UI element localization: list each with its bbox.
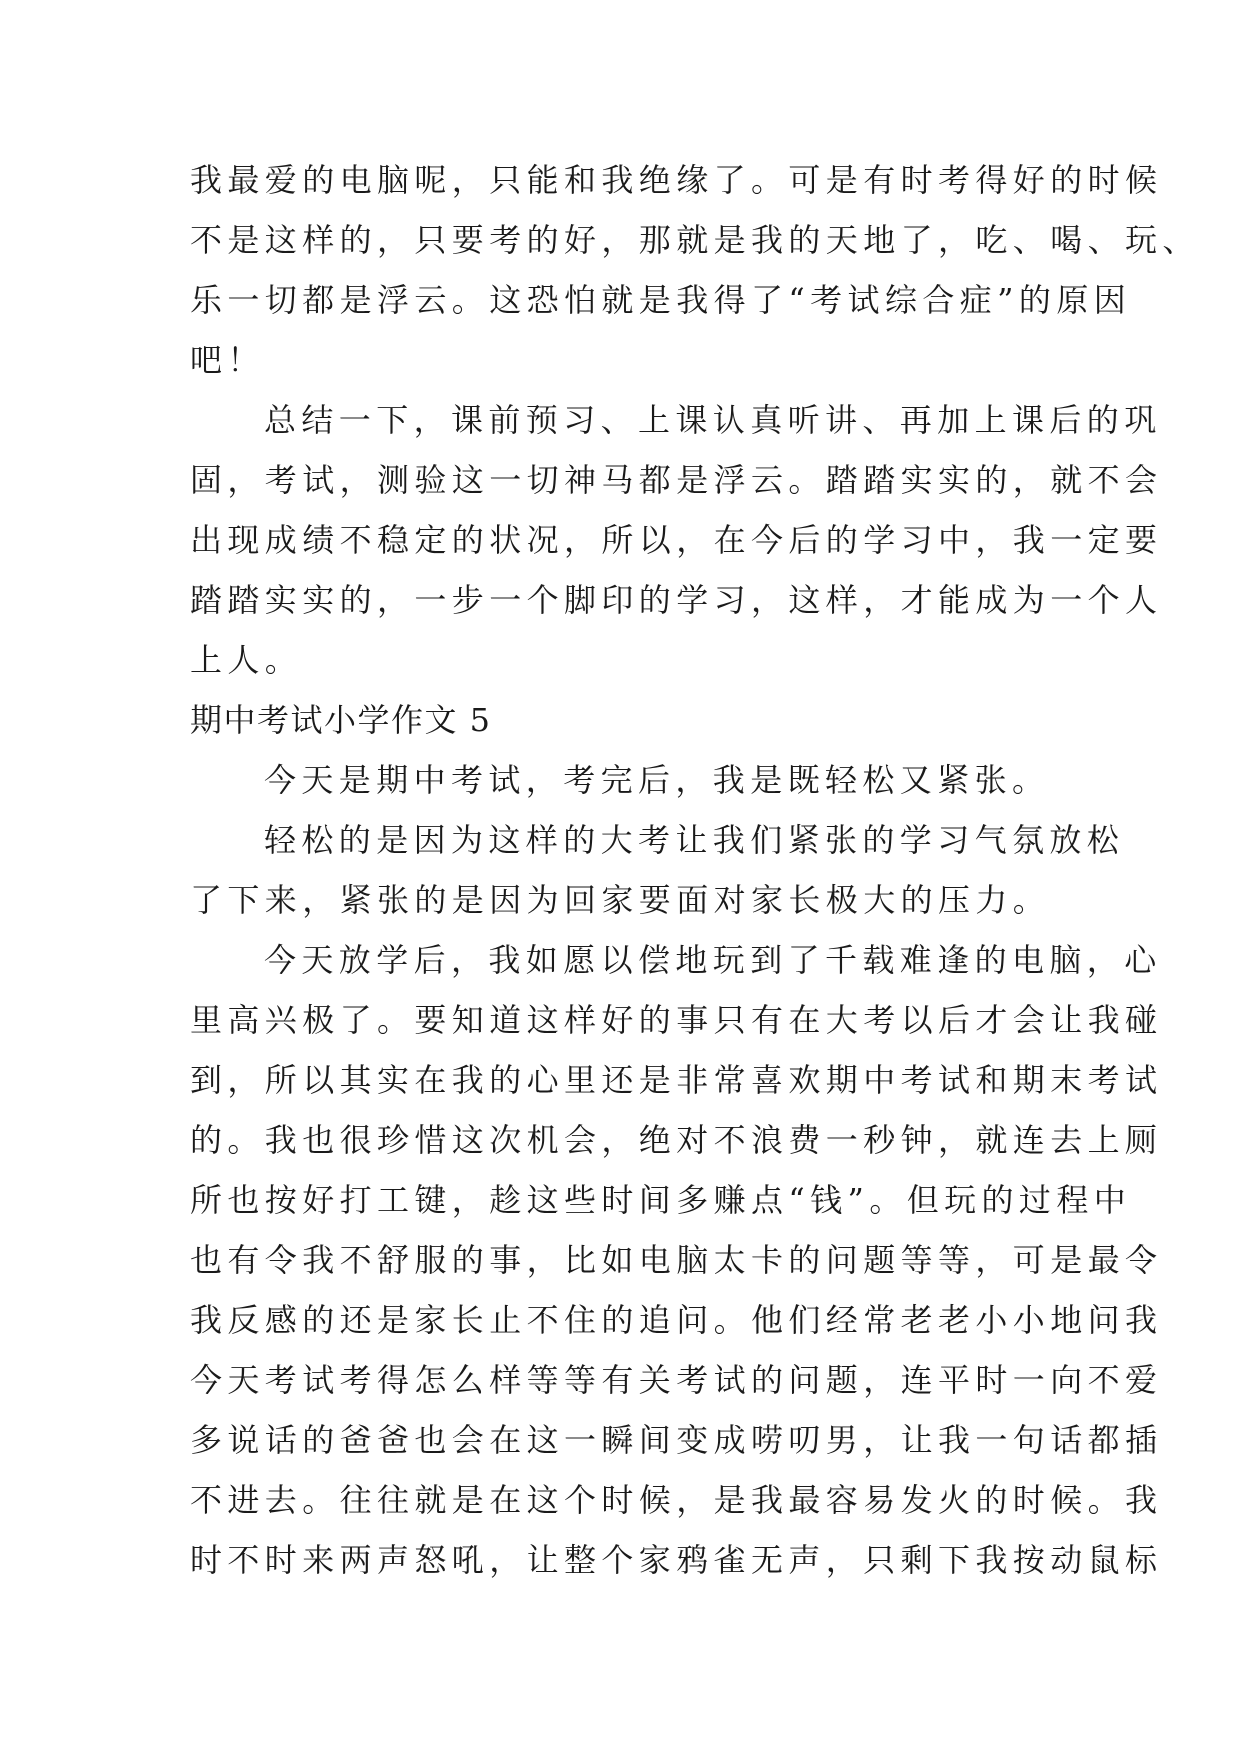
paragraph-line: 今天放学后，我如愿以偿地玩到了千载难逢的电脑，心 <box>264 941 1162 979</box>
essay-heading: 期中考试小学作文 5 <box>190 701 492 739</box>
paragraph-line: 我最爱的电脑呢，只能和我绝缘了。可是有时考得好的时候 <box>190 161 1163 199</box>
paragraph-line: 总结一下，课前预习、上课认真听讲、再加上课后的巩 <box>264 401 1162 439</box>
essay-body <box>190 150 1200 1590</box>
paragraph-line: 多说话的爸爸也会在这一瞬间变成唠叨男，让我一句话都插 <box>190 1421 1163 1459</box>
paragraph-line: 吧！ <box>190 341 265 379</box>
paragraph-line: 出现成绩不稳定的状况，所以，在今后的学习中，我一定要 <box>190 521 1163 559</box>
paragraph-line: 里高兴极了。要知道这样好的事只有在大考以后才会让我碰 <box>190 1001 1163 1039</box>
paragraph-line: 了下来，紧张的是因为回家要面对家长极大的压力。 <box>190 881 1051 919</box>
paragraph-line: 也有令我不舒服的事，比如电脑太卡的问题等等，可是最令 <box>190 1241 1163 1279</box>
paragraph-line: 今天是期中考试，考完后，我是既轻松又紧张。 <box>264 761 1050 799</box>
paragraph-line: 踏踏实实的，一步一个脚印的学习，这样，才能成为一个人 <box>190 581 1163 619</box>
paragraph-line: 我反感的还是家长止不住的追问。他们经常老老小小地问我 <box>190 1301 1163 1339</box>
paragraph-line: 的。我也很珍惜这次机会，绝对不浪费一秒钟，就连去上厕 <box>190 1121 1163 1159</box>
paragraph-line: 到，所以其实在我的心里还是非常喜欢期中考试和期末考试 <box>190 1061 1163 1099</box>
paragraph-line: 固，考试，测验这一切神马都是浮云。踏踏实实的，就不会 <box>190 461 1163 499</box>
paragraph-line: 今天考试考得怎么样等等有关考试的问题，连平时一向不爱 <box>190 1361 1163 1399</box>
paragraph-line: 乐一切都是浮云。这恐怕就是我得了“考试综合症”的原因 <box>190 281 1132 319</box>
paragraph-line: 时不时来两声怒吼，让整个家鸦雀无声，只剩下我按动鼠标 <box>190 1541 1163 1579</box>
paragraph-line: 不进去。往往就是在这个时候，是我最容易发火的时候。我 <box>190 1481 1163 1519</box>
paragraph-line: 不是这样的，只要考的好，那就是我的天地了，吃、喝、玩、 <box>190 221 1200 259</box>
paragraph-line: 所也按好打工键，趁这些时间多赚点“钱”。但玩的过程中 <box>190 1181 1132 1219</box>
paragraph-line: 上人。 <box>190 641 303 679</box>
paragraph-line: 轻松的是因为这样的大考让我们紧张的学习气氛放松 <box>264 821 1125 859</box>
